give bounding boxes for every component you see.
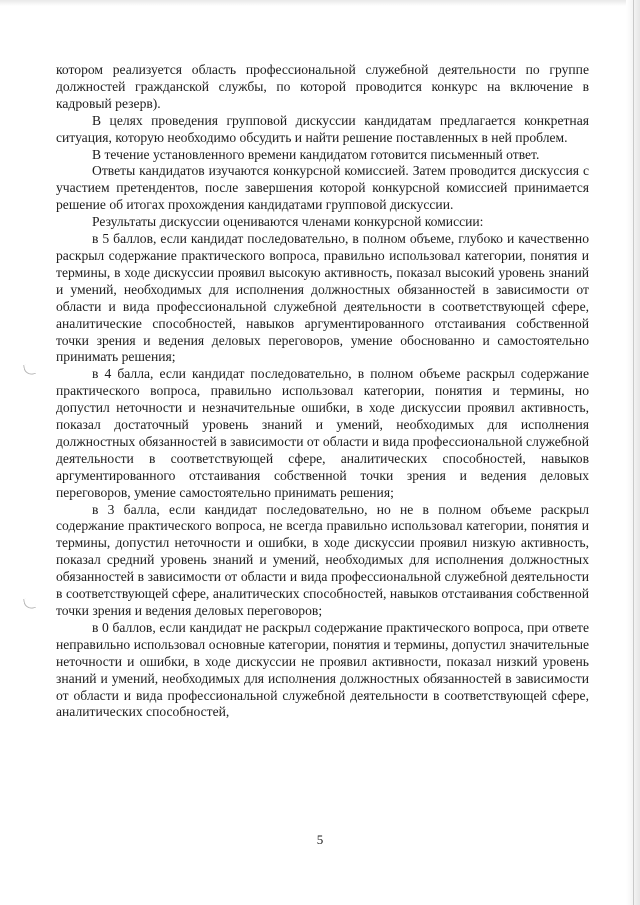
paragraph-score-3: в 3 балла, если кандидат последовательно, но не в полном объеме раскрыл содержание практического вопроса, не всегда правильно использовал категории, понятия и термины, допустил неточности и ошибки, в ходе дискуссии проявил низкую активность, показал средний уровень знаний и умений, необходимых для исполнения должностных обязанностей в зависимости от области и вида профессиональной служебной деятельности в соответствующей сфере, аналитических способностей, навыков отстаивания собственной точки зрения и ведения деловых переговоров;	[56, 501, 589, 618]
paragraph-written-answer: В течение установленного времени кандидатом готовится письменный ответ.	[92, 146, 540, 162]
paragraph-continuation: котором реализуется область профессиональной служебной деятельности по группе должностей гражданской службы, по которой проводится конкурс на включение в кадровый резерв).	[56, 62, 589, 111]
paragraph-score-0: в 0 баллов, если кандидат не раскрыл содержание практического вопроса, при ответе неправильно использовал основные категории, понятия и термины, допустил значительные неточности и ошибки, в ходе дискуссии не проявил активности, показал низкий уровень знаний и умений, необходимых для исполнения должностных обязанностей в зависимости от области и вида профессиональной служебной деятельности в соответствующей сфере, аналитических способностей,	[56, 619, 589, 720]
page-number: 5	[316, 832, 324, 847]
scan-shadow-top	[0, 0, 640, 6]
document-text	[56, 62, 589, 721]
paragraph-results-intro: Результаты дискуссии оцениваются членами конкурсной комиссии:	[92, 214, 484, 230]
paragraph-commission-review: Ответы кандидатов изучаются конкурсной комиссией. Затем проводится дискуссия с участием претендентов, после завершения которой конкурсной комиссией принимается решение об итогах прохождения кандидатами групповой дискуссии.	[56, 163, 589, 213]
margin-pencil-mark	[23, 597, 36, 610]
paragraph-score-5: в 5 баллов, если кандидат последовательно, в полном объеме, глубоко и качественно раскрыл содержание практического вопроса, правильно использовал категории, понятия и термины, в ходе дискуссии проявил высокую активность, показал высокий уровень знаний и умений, необходимых для исполнения должностных обязанностей в зависимости от области и вида профессиональной служебной деятельности в соответствующей сфере, аналитические способностей, навыков аргументированного отстаивания собственной точки зрения и ведения деловых переговоров, умение обоснованно и самостоятельно принимать решения;	[56, 231, 589, 365]
margin-pencil-mark	[23, 363, 36, 376]
paragraph-discussion-purpose: В целях проведения групповой дискуссии кандидатам предлагается конкретная ситуация, которую необходимо обсудить и найти решение поставленных в ней проблем.	[56, 112, 589, 145]
paragraph-score-4: в 4 балла, если кандидат последовательно, в полном объеме раскрыл содержание практического вопроса, правильно использовал категории, понятия и термины, но допустил неточности и незначительные ошибки, в ходе дискуссии проявил активность, показал достаточный уровень знаний и умений, необходимых для исполнения должностных обязанностей в зависимости от области и вида профессиональной служебной деятельности в соответствующей сфере, аналитических способностей, навыков аргументированного отстаивания собственной точки зрения и ведения деловых переговоров, умение самостоятельно принимать решения;	[56, 366, 589, 500]
scan-page-edge-line	[633, 0, 634, 905]
